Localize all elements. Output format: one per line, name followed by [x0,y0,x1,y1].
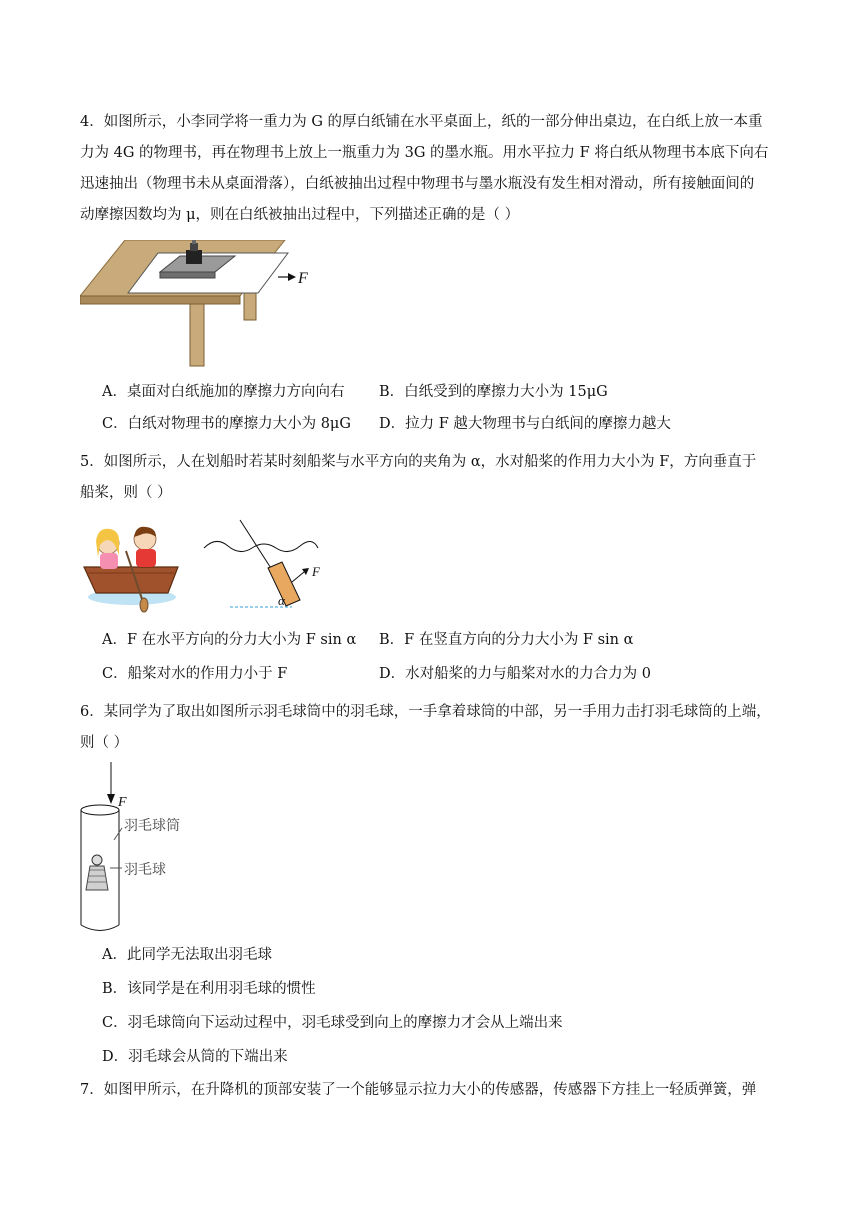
q5-option-b: B．F 在竖直方向的分力大小为 F sin α [379,632,634,648]
angle-label-alpha: α [278,593,285,608]
q6-option-b: B．该同学是在利用羽毛球的惯性 [102,981,316,997]
table-book-paper-figure [80,240,320,370]
oar-force-diagram [200,518,330,614]
rowing-boat-illustration [82,515,182,613]
q5-line-1: 5．如图所示，人在划船时若某时刻船桨与水平方向的夹角为 α，水对船桨的作用力大小为 F，方向垂直于 [80,454,757,470]
q5-option-d: D．水对船桨的力与船桨对水的力合力为 0 [379,666,651,682]
q4-option-c: C．白纸对物理书的摩擦力大小为 8μG [102,416,351,432]
q4-option-d: D．拉力 F 越大物理书与白纸间的摩擦力越大 [379,416,671,432]
q4-option-b: B．白纸受到的摩擦力大小为 15μG [379,384,608,400]
shuttlecock-label: 羽毛球 [124,862,166,878]
shuttlecock-tube-figure [78,760,218,936]
q7-line-1: 7．如图甲所示，在升降机的顶部安装了一个能够显示拉力大小的传感器，传感器下方挂上一轻质弹簧，弹 [80,1082,757,1098]
strike-force-label: F [118,795,127,810]
q6-option-c: C．羽毛球筒向下运动过程中，羽毛球受到向上的摩擦力才会从上端出来 [102,1015,563,1031]
q4-option-a: A．桌面对白纸施加的摩擦力方向向右 [102,384,345,400]
q5-option-a: A．F 在水平方向的分力大小为 F sin α [102,632,357,648]
q4-line-3: 迅速抽出（物理书未从桌面滑落），白纸被抽出过程中物理书与墨水瓶没有发生相对滑动，所有接触面间的 [80,176,755,192]
question-5-stem [80,447,790,509]
q5-option-c: C．船桨对水的作用力小于 F [102,666,288,682]
q4-line-4: 动摩擦因数均为 μ，则在白纸被抽出过程中，下列描述正确的是（ ） [80,207,520,223]
question-6-stem [80,697,790,759]
q6-option-d: D．羽毛球会从筒的下端出来 [102,1049,288,1065]
q6-line-1: 6．某同学为了取出如图所示羽毛球筒中的羽毛球，一手拿着球筒的中部，另一手用力击打羽毛球筒的上端， [80,704,771,720]
q4-line-2: 力为 4G 的物理书，再在物理书上放上一瓶重力为 3G 的墨水瓶。用水平拉力 F 将白纸从物理书本底下向右 [80,145,769,161]
force-label-F: F [312,564,320,579]
q6-option-a: A．此同学无法取出羽毛球 [102,947,272,963]
q6-line-2: 则（ ） [80,735,129,751]
figure-label-F: F [298,270,308,287]
question-7-stem [80,1075,790,1106]
tube-label: 羽毛球筒 [124,818,180,834]
q5-line-2: 船桨，则（ ） [80,485,172,501]
q4-line-1: 4．如图所示，小李同学将一重力为 G 的厚白纸铺在水平桌面上，纸的一部分伸出桌边，在白纸上放一本重 [80,114,763,130]
question-4-stem [80,107,790,231]
